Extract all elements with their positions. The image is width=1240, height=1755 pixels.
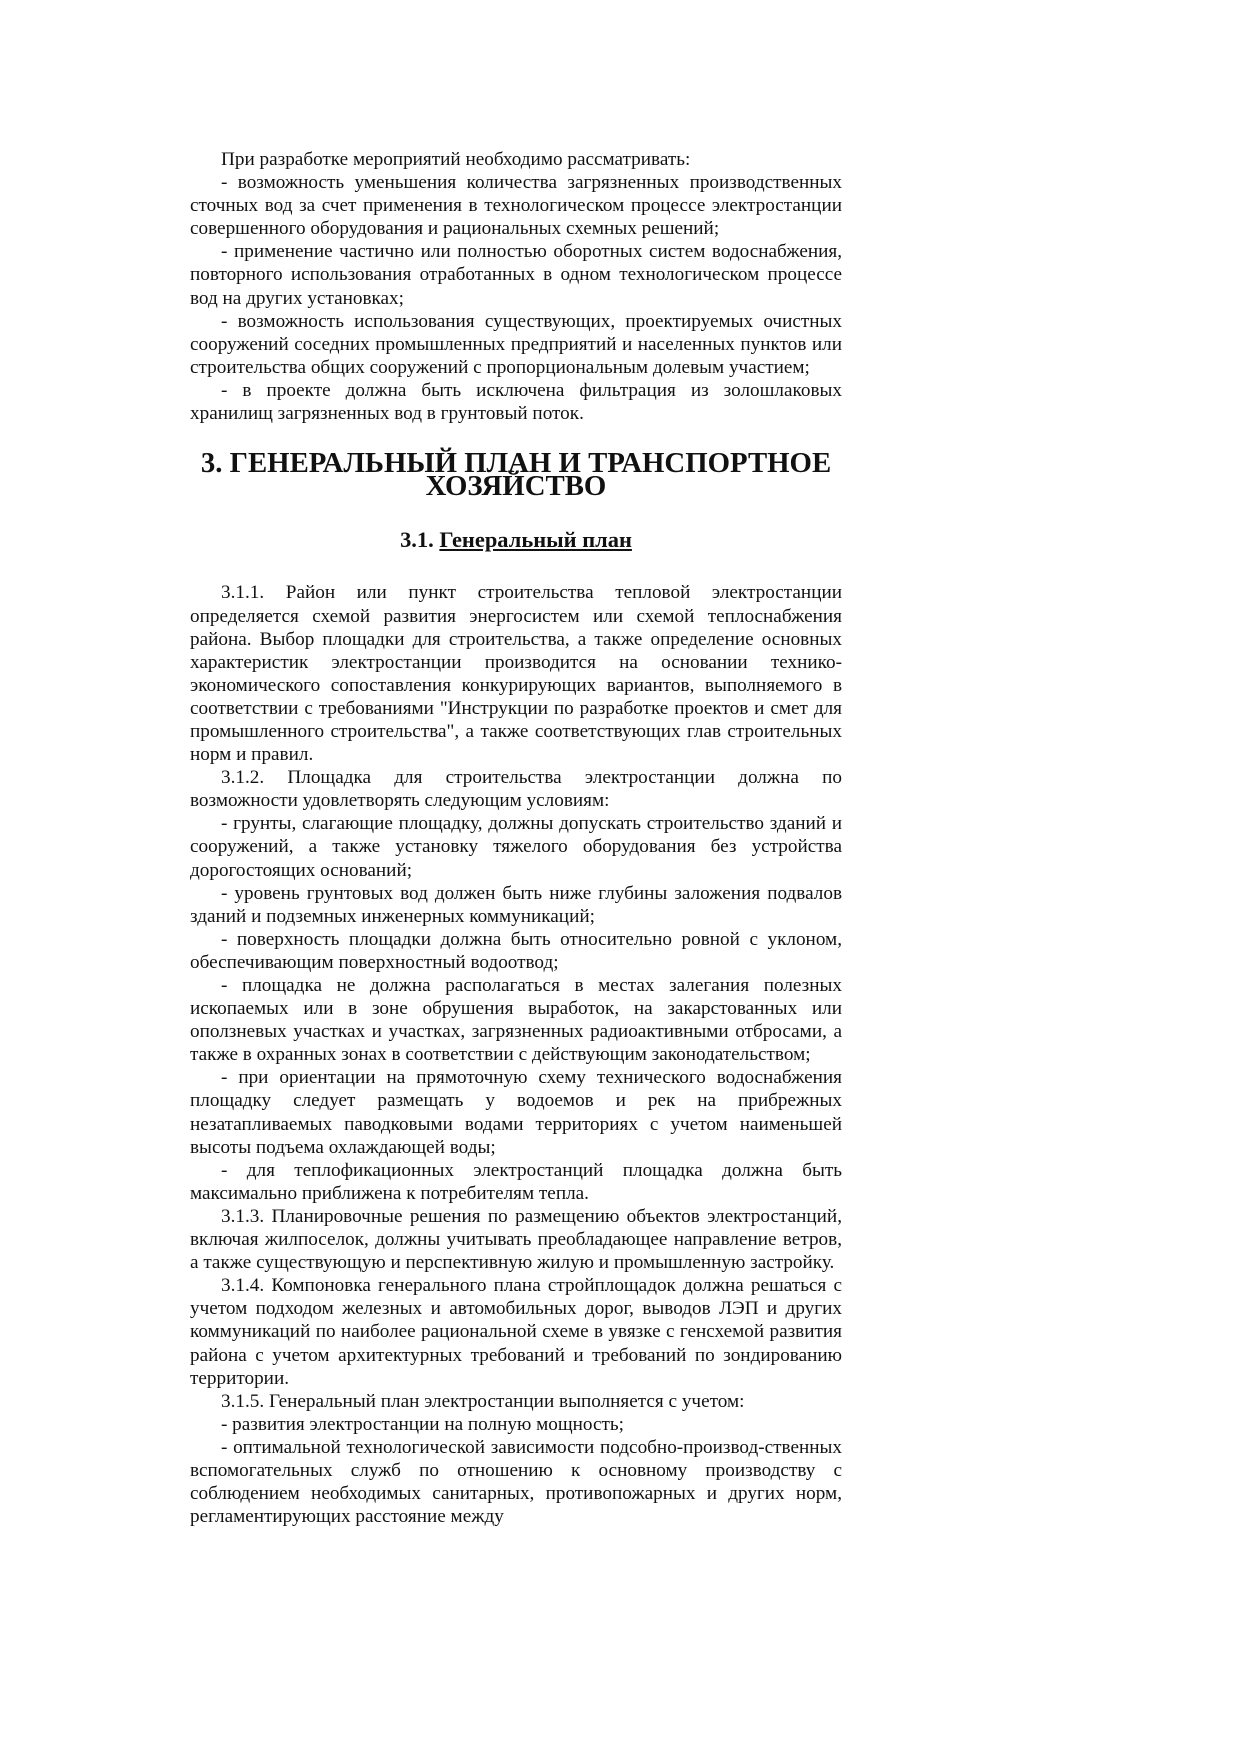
body-paragraph: - развития электростанции на полную мощность; <box>221 1413 624 1435</box>
body-paragraph: - грунты, слагающие площадку, должны допускать строительство зданий и сооружений, а также установку тяжелого оборудования без устройства дорогостоящих оснований; <box>190 813 842 881</box>
section-title: 3. ГЕНЕРАЛЬНЫЙ ПЛАН И ТРАНСПОРТНОЕ ХОЗЯЙСТВО <box>200 447 832 503</box>
subsection-title-text: Генеральный план <box>439 527 632 553</box>
intro-paragraph: - возможность использования существующих, проектируемых очистных сооружений соседних промышленных предприятий и населенных пунктов или строительства общих сооружений с пропорциональным долевым участием; <box>190 310 842 378</box>
body-paragraph: - при ориентации на прямоточную схему технического водоснабжения площадку следует размещать у водоемов и рек на прибрежных незатапливаемых паводковыми водами территориях с учетом наименьшей высоты подъема охлаждающей воды; <box>190 1067 842 1158</box>
subsection-number: 3.1. <box>400 527 434 553</box>
intro-paragraph: - в проекте должна быть исключена фильтрация из золошлаковых хранилищ загрязненных вод в грунтовый поток. <box>190 379 842 425</box>
intro-paragraph: При разработке мероприятий необходимо рассматривать: <box>221 149 691 170</box>
document-page <box>190 148 842 1528</box>
body-paragraph: 3.1.5. Генеральный план электростанции выполняется с учетом: <box>221 1390 745 1412</box>
intro-paragraph: - применение частично или полностью оборотных систем водоснабжения, повторного использования отработанных в одном технологическом процессе вод на других установках; <box>190 241 842 309</box>
intro-paragraph: - возможность уменьшения количества загрязненных производственных сточных вод за счет применения в технологическом процессе электростанции совершенного оборудования и рациональных схемных решений; <box>190 172 842 240</box>
body-paragraph: 3.1.3. Планировочные решения по размещению объектов электростанций, включая жилпоселок, должны учитывать преобладающее направление ветров, а также существующую и перспективную жилую и промышленную застройку. <box>190 1205 842 1274</box>
body-paragraph: - поверхность площадки должна быть относительно ровной с уклоном, обеспечивающим поверхностный водоотвод; <box>190 928 842 973</box>
body-paragraph: - площадка не должна располагаться в местах залегания полезных ископаемых или в зоне обрушения выработок, на закарстованных или оползневых участках и участках, загрязненных радиоактивными отбросами, а также в охранных зонах в соответствии с действующим законодательством; <box>190 975 842 1066</box>
subsection-title <box>190 528 842 581</box>
body-paragraph: - уровень грунтовых вод должен быть ниже глубины заложения подвалов зданий и подземных инженерных коммуникаций; <box>190 882 842 927</box>
body-paragraph: - для теплофикационных электростанций площадка должна быть максимально приближена к потребителям тепла. <box>190 1159 842 1204</box>
body-paragraph: 3.1.4. Компоновка генерального плана стройплощадок должна решаться с учетом подходом железных и автомобильных дорог, выводов ЛЭП и других коммуникаций по наиболее рациональной схеме в увязке с генсхемой развития района с учетом архитектурных требований и требований по зондированию территории. <box>190 1275 842 1389</box>
body-paragraph: 3.1.1. Район или пункт строительства тепловой электростанции определяется схемой развития энергосистем или схемой теплоснабжения района. Выбор площадки для строительства, а также определение основных характеристик электростанции производится на основании технико-экономического сопоставления конкурирующих вариантов, выполняемого в соответствии с требованиями "Инструкции по разработке проектов и смет для промышленного строительства", а также соответствующих глав строительных норм и правил. <box>190 582 842 766</box>
body-paragraph: 3.1.2. Площадка для строительства электростанции должна по возможности удовлетворять следующим условиям: <box>190 767 842 812</box>
body-paragraph: - оптимальной технологической зависимости подсобно-производ-ственных вспомогательных служб по отношению к основному производству с соблюдением необходимых санитарных, противопожарных и других норм, регламентирующих расстояние между <box>190 1436 842 1528</box>
